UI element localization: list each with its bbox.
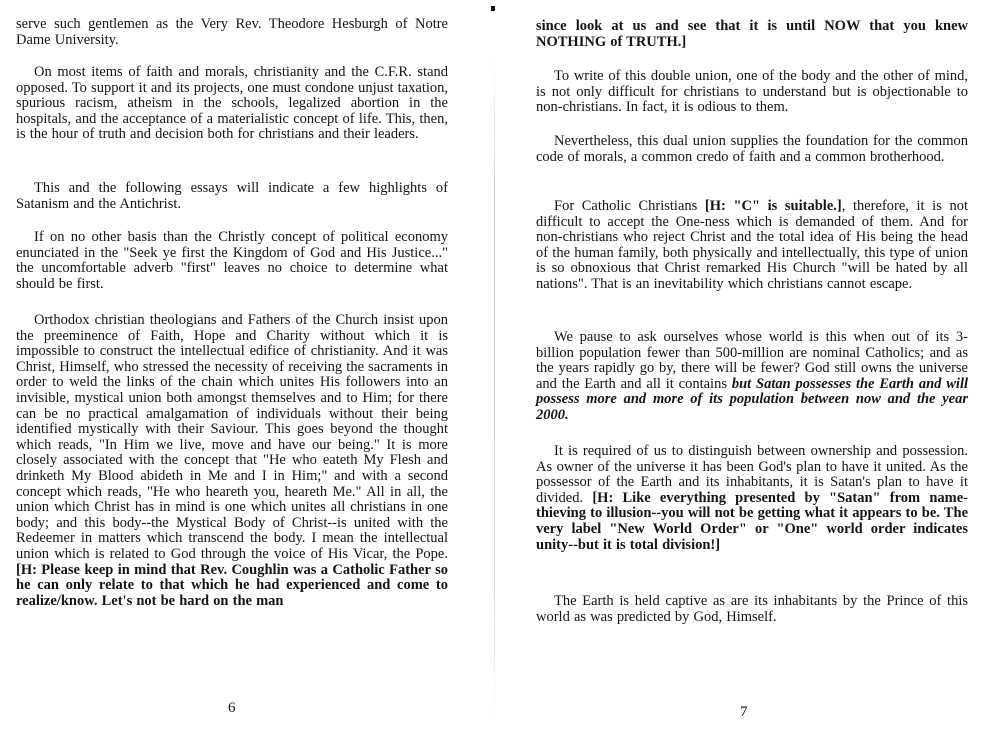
right-paragraph-4: For Catholic Christians [H: "C" is suitable.], therefore, it is not difficult to accept the One-ness which is demanded of them. And for non-christians who reject Christ and the total idea of His being the head of the human family, both physically and intellectually, this type of union is so obnoxious that Christ remarked His Church "will be hated by all nations". That is an inevitability which christians cannot escape.	[536, 198, 968, 292]
left-paragraph-3: This and the following essays will indicate a few highlights of Satanism and the Antichrist.	[16, 180, 448, 212]
left-paragraph-5: Orthodox christian theologians and Fathers of the Church insist upon the preeminence of Faith, Hope and Charity without which it is impossible to construct the intellectual edifice of christianity. And it was Christ, Himself, who stressed the necessity of receiving the sacraments in order to weld the links of the chain which unites His followers into an invisible, mystical union both amongst themselves and to Him; for there can be no practical amalgamation of individuals without their being identified mystically with their Saviour. This goes beyond the thought which reads, "In Him we live, move and have our being." It is more closely associated with the concept that "He who eateth My Flesh and drinketh My Blood abideth in Me and I in Him;" and with a second concept which reads, "He who heareth you, heareth Me." All in all, the union which Christ has in mind is one which unites all christians in one body; and this body--the Mystical Body of Christ--is united with the Redeemer in matters which transcend the body. I mean the intellectual union which is related to God through the voice of His Vicar, the Pope. [H: Please keep in mind that Rev. Coughlin was a Catholic Father so he can only relate to that which he had experienced and come to realize/know. Let's not be hard on the man	[16, 312, 448, 609]
left-paragraph-4: If on no other basis than the Christly concept of political economy enunciated in the "Seek ye first the Kingdom of God and His Justice..." the uncomfortable adverb "first" leaves no choice to determine what should be first.	[16, 229, 448, 292]
right-paragraph-1: since look at us and see that it is until NOW that you knew NOTHING of TRUTH.]	[536, 18, 968, 50]
commentary-bold-text: [H: Like everything presented by "Satan" from name-thieving to illusion--you will not be getting what it appears to be. The very label "New World Order" or "One" world order indicates unity--but it is total division!]	[536, 489, 969, 553]
right-paragraph-7: The Earth is held captive as are its inhabitants by the Prince of this world as was predicted by God, Himself.	[536, 593, 968, 625]
right-page	[494, 0, 988, 732]
page-number-right: 7	[740, 704, 748, 720]
left-paragraph-2: On most items of faith and morals, christianity and the C.F.R. stand opposed. To support it and its projects, one must condone unjust taxation, spurious racism, atheism in the schools, legalized abortion in the hospitals, and the acceptance of a materialistic concept of life. This, then, is the hour of truth and decision both for christians and their leaders.	[16, 64, 448, 143]
right-paragraph-5: We pause to ask ourselves whose world is this when out of its 3-billion population fewer than 500-million are nominal Catholics; and as the years rapidly go by, there will be fewer? God still owns the universe and the Earth and all it contains but Satan possesses the Earth and will possess more and more of its population between now and the year 2000.	[536, 329, 969, 423]
commentary-bold-text: [H: Please keep in mind that Rev. Coughlin was a Catholic Father so he can only relate to that which he had experienced and come to realize/know. Let's not be hard on the man	[16, 561, 448, 609]
left-paragraph-1: serve such gentlemen as the Very Rev. Theodore Hesburgh of Notre Dame University.	[16, 16, 448, 48]
right-paragraph-6: It is required of us to distinguish between ownership and possession. As owner of the universe it has been God's plan to have it united. As the possessor of the Earth and its inhabitants, it is Satan's plan to have it divided. [H: Like everything presented by "Satan" from name-thieving to illusion--you will not be getting what it appears to be. The very label "New World Order" or "One" world order indicates unity--but it is total division!]	[536, 443, 969, 553]
commentary-bold-text: [H: "C" is suitable.]	[704, 198, 842, 214]
right-paragraph-2: To write of this double union, one of the body and the other of mind, is not only difficult for christians to understand but is objectionable to non-christians. In fact, it is odious to them.	[536, 68, 968, 116]
page-number-left: 6	[228, 700, 236, 716]
emphasis-bold-italic-text: but Satan possesses the Earth and will possess more and more of its population between now and the year 2000.	[536, 375, 969, 423]
right-paragraph-3: Nevertheless, this dual union supplies the foundation for the common code of morals, a common credo of faith and a common brotherhood.	[536, 133, 968, 165]
